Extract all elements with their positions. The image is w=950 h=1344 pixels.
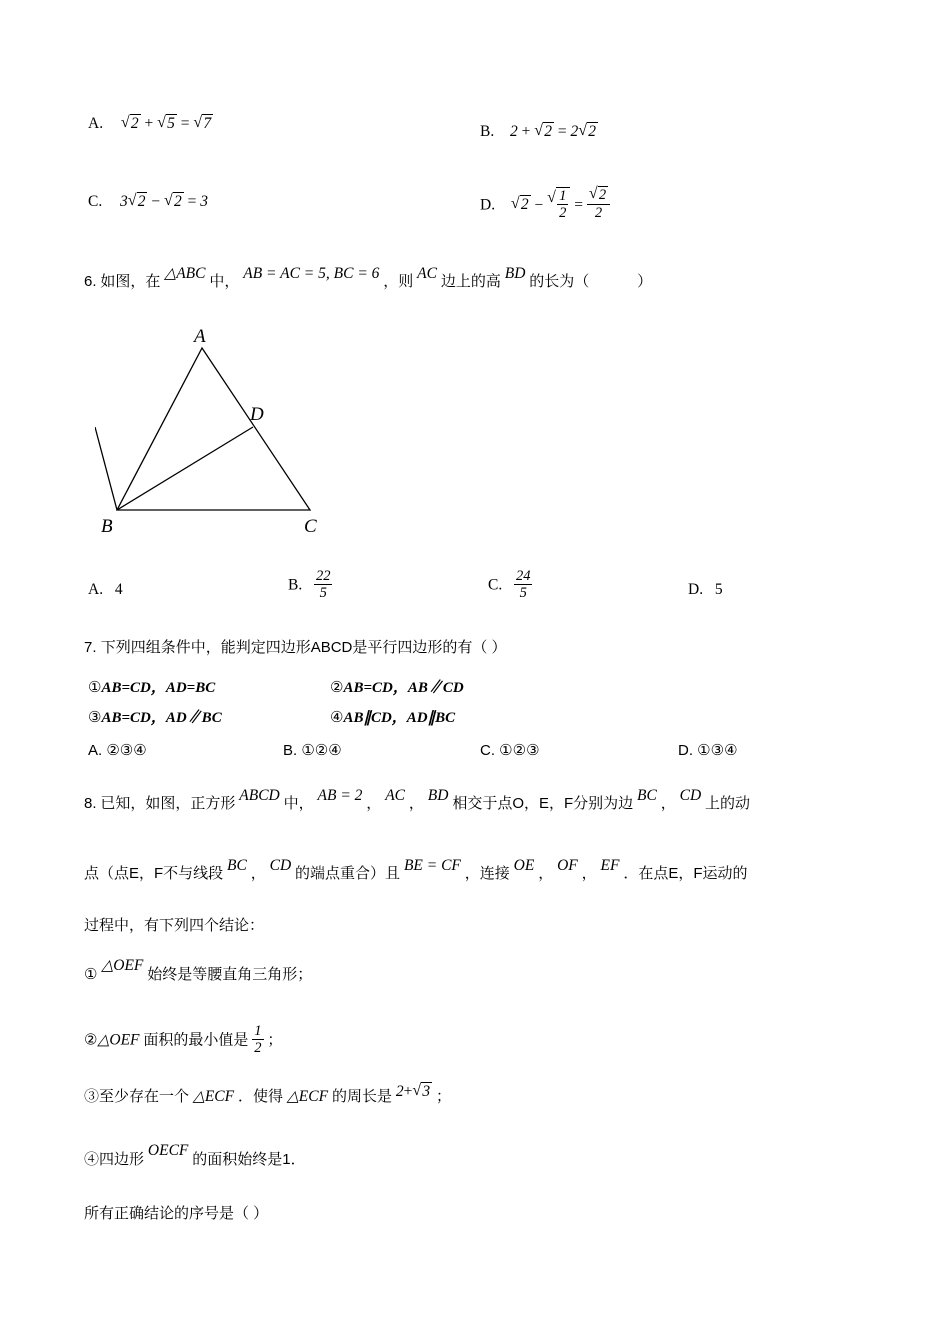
q6-stem bbox=[84, 265, 884, 294]
q7-condition-2-id: ② bbox=[330, 679, 344, 696]
q5-d-rhs-num: 2 bbox=[598, 187, 607, 203]
q8-line2-c: 的端点重合）且 bbox=[295, 865, 401, 882]
q8-conclusion-3-math-1: △ECF bbox=[192, 1088, 235, 1105]
q8-c2-num: 1 bbox=[254, 1023, 262, 1039]
q8-line1-f: ， bbox=[660, 795, 676, 812]
q8-line2-a: 点（点E，F不与线段 bbox=[84, 865, 224, 882]
q8-conclusion-4-math: OECF bbox=[147, 1142, 189, 1159]
q7-option-c-label: C. bbox=[480, 742, 495, 759]
q6-option-d-value: 5 bbox=[714, 581, 723, 598]
q7-option-d bbox=[678, 740, 738, 763]
q6-option-a-value: 4 bbox=[114, 581, 123, 598]
q8-line3-text: 过程中，有下列四个结论： bbox=[84, 917, 265, 934]
q8-conclusion-2-text-b: ； bbox=[267, 1031, 283, 1049]
q7-condition-4-text: AB∥CD，AD∥BC bbox=[343, 710, 456, 726]
q8-conclusion-3-text-a: 至少存在一个 bbox=[99, 1088, 190, 1105]
q8-conclusion-3-text-d: ； bbox=[435, 1088, 451, 1105]
svg-text:C: C bbox=[304, 516, 317, 537]
q7-condition-1 bbox=[88, 677, 215, 700]
q8-conclusion-4-id: ④ bbox=[84, 1151, 100, 1168]
q6-option-c-label: C. bbox=[488, 576, 503, 594]
q6-text-4: 边上的高 bbox=[440, 273, 501, 290]
q8-line1-e: 相交于点O，E，F分别为边 bbox=[452, 795, 634, 812]
q8-conclusion-2-id: ② bbox=[84, 1031, 98, 1049]
q8-line2-e: ， bbox=[538, 865, 554, 882]
q8-line2-b: ， bbox=[250, 865, 266, 882]
q8-line2-g: ．在点E，F运动的 bbox=[623, 865, 748, 882]
q8-math-oe: OE bbox=[513, 857, 535, 874]
q8-conclusion-2-math: △OEF bbox=[97, 1031, 140, 1049]
q5-option-a-label: A. bbox=[88, 115, 104, 132]
q6-text-5: 的长为（ bbox=[529, 273, 590, 290]
q8-conclusion-1 bbox=[84, 957, 313, 987]
q7-stem-text: 下列四组条件中，能判定四边形ABCD是平行四边形的有（ ） bbox=[100, 639, 507, 656]
q8-math-cd: CD bbox=[679, 787, 702, 804]
q7-condition-4-id: ④ bbox=[330, 709, 344, 726]
q6-option-b-num: 22 bbox=[315, 568, 331, 584]
q8-math-ef: EF bbox=[600, 857, 620, 874]
q6-math-3: AC bbox=[417, 265, 437, 282]
q6-option-d-label: D. bbox=[688, 581, 704, 598]
q5-a-radicand-3: 7 bbox=[203, 115, 212, 132]
q5-option-b-label: B. bbox=[480, 123, 495, 140]
q8-line2-d: ，连接 bbox=[464, 865, 510, 882]
q7-option-d-label: D. bbox=[678, 742, 693, 759]
q6-option-a-label: A. bbox=[88, 581, 104, 598]
q8-line1-b: 中， bbox=[283, 795, 314, 812]
svg-text:A: A bbox=[194, 326, 206, 347]
q8-conclusion-1-id: ① bbox=[84, 966, 98, 983]
q7-option-a-label: A. bbox=[88, 742, 103, 759]
q6-math-1: △ABC bbox=[164, 265, 206, 282]
q8-math-ab2: AB = 2 bbox=[317, 787, 363, 804]
q5-option-c-label: C. bbox=[88, 193, 103, 210]
q7-option-b bbox=[283, 740, 342, 763]
q7-option-d-value: ①③④ bbox=[697, 742, 738, 759]
q8-c2-den: 2 bbox=[254, 1040, 262, 1057]
q5-option-c: C. 3 √ 2 − √ 2 = 3 bbox=[88, 190, 208, 213]
q5-d-rhs-den: 2 bbox=[594, 205, 603, 222]
q7-condition-3-text: AB=CD，AD∥BC bbox=[101, 710, 222, 726]
q5-a-radicand-1: 2 bbox=[130, 115, 139, 132]
q8-line1-d: ， bbox=[408, 795, 424, 812]
q6-option-c-num: 24 bbox=[515, 568, 531, 584]
q6-text-3: ，则 bbox=[383, 273, 414, 290]
q8-line1-c: ， bbox=[366, 795, 382, 812]
q8-line2-f: ， bbox=[581, 865, 597, 882]
q7-condition-2-text: AB=CD，AB∥CD bbox=[343, 680, 464, 696]
q5-d-inner-num: √ 1 bbox=[559, 188, 567, 205]
triangle-diagram-svg bbox=[95, 325, 345, 540]
q8-conclusion-4-text-b: 的面积始终是1． bbox=[192, 1151, 306, 1168]
q7-option-b-value: ①②④ bbox=[301, 742, 342, 759]
q8-line-1 bbox=[84, 787, 884, 816]
q8-conclusion-1-math: △OEF bbox=[101, 957, 144, 974]
q8-math-bc: BC bbox=[637, 787, 657, 804]
q8-conclusion-4 bbox=[84, 1142, 306, 1172]
q8-math-cd-2: CD bbox=[269, 857, 292, 874]
q8-math-of: OF bbox=[557, 857, 578, 874]
q7-stem bbox=[84, 637, 507, 660]
q6-math-4: BD bbox=[504, 265, 526, 282]
q8-final-question bbox=[84, 1203, 268, 1226]
q8-conclusion-3-text-c: 的周长是 bbox=[331, 1088, 392, 1105]
q5-option-d-label: D. bbox=[480, 196, 496, 214]
q8-line1-a: 已知，如图，正方形 bbox=[100, 795, 236, 812]
q8-conclusion-3-math-2: △ECF bbox=[286, 1088, 329, 1105]
q8-math-bc-2: BC bbox=[227, 857, 247, 874]
q8-conclusion-2 bbox=[84, 1023, 282, 1056]
q8-math-abcd: ABCD bbox=[239, 787, 280, 804]
q7-condition-2 bbox=[330, 677, 464, 700]
svg-text:D: D bbox=[250, 404, 264, 425]
q7-number: 7. bbox=[84, 639, 97, 656]
q7-option-a-value: ②③④ bbox=[106, 742, 147, 759]
q8-line-3 bbox=[84, 915, 264, 938]
q8-line-2 bbox=[84, 857, 894, 886]
q8-math-bd: BD bbox=[427, 787, 449, 804]
q7-condition-1-text: AB=CD，AD=BC bbox=[101, 680, 216, 696]
q8-conclusion-1-text: 始终是等腰直角三角形； bbox=[147, 966, 313, 983]
q7-condition-4 bbox=[330, 707, 455, 730]
svg-text:B: B bbox=[101, 516, 113, 537]
q6-number: 6. bbox=[84, 273, 97, 290]
q5-option-a: A. √ 2 + √ 5 = √ 7 bbox=[88, 112, 213, 135]
q6-text-6: ） bbox=[637, 273, 653, 290]
q8-conclusion-4-text-a: 四边形 bbox=[99, 1151, 145, 1168]
q8-math-ac: AC bbox=[385, 787, 405, 804]
q8-line1-g: 上的动 bbox=[705, 795, 751, 812]
q8-final-text: 所有正确结论的序号是（ ） bbox=[84, 1205, 269, 1222]
q7-option-c bbox=[480, 740, 540, 763]
q6-option-d bbox=[688, 578, 723, 601]
q7-option-c-value: ①②③ bbox=[499, 742, 540, 759]
q8-conclusion-3-text-b: ．使得 bbox=[237, 1088, 283, 1105]
q6-option-a bbox=[88, 578, 123, 601]
q6-triangle-figure bbox=[95, 325, 345, 540]
q8-conclusion-3: ③至少存在一个 △ECF ．使得 △ECF 的周长是 2+ √ 3 ； bbox=[84, 1085, 451, 1109]
q7-condition-1-id: ① bbox=[88, 679, 102, 696]
q6-text-1: 如图，在 bbox=[100, 273, 161, 290]
q7-condition-3 bbox=[88, 707, 222, 730]
q7-option-a bbox=[88, 740, 147, 763]
q5-a-radicand-2: 5 bbox=[167, 115, 175, 132]
q8-math-be-cf: BE = CF bbox=[403, 857, 461, 874]
q6-option-b bbox=[288, 568, 332, 601]
q5-d-inner-den: 2 bbox=[559, 205, 567, 222]
q5-c-coefficient: 3 bbox=[119, 193, 128, 210]
q7-option-b-label: B. bbox=[283, 742, 298, 759]
q8-number: 8. bbox=[84, 795, 97, 812]
q6-option-c-den: 5 bbox=[519, 585, 527, 602]
q5-option-d: D. √ 2 − √ $\frac{1}{2}$ = √ $\frac{2}{2}$ bbox=[480, 186, 610, 222]
q6-option-c bbox=[488, 568, 532, 601]
q8-conclusion-3-id: ③ bbox=[84, 1088, 100, 1105]
q8-conclusion-2-text-a: 面积的最小值是 bbox=[143, 1031, 249, 1049]
q6-option-b-den: 5 bbox=[319, 585, 327, 602]
q6-math-2: AB = AC = 5, BC = 6 bbox=[243, 265, 380, 282]
q6-text-2: 中， bbox=[209, 273, 240, 290]
q5-option-b: B. 2 + √ 2 = 2 √ 2 bbox=[480, 120, 598, 143]
q6-option-b-label: B. bbox=[288, 576, 303, 594]
q7-condition-3-id: ③ bbox=[88, 709, 102, 726]
